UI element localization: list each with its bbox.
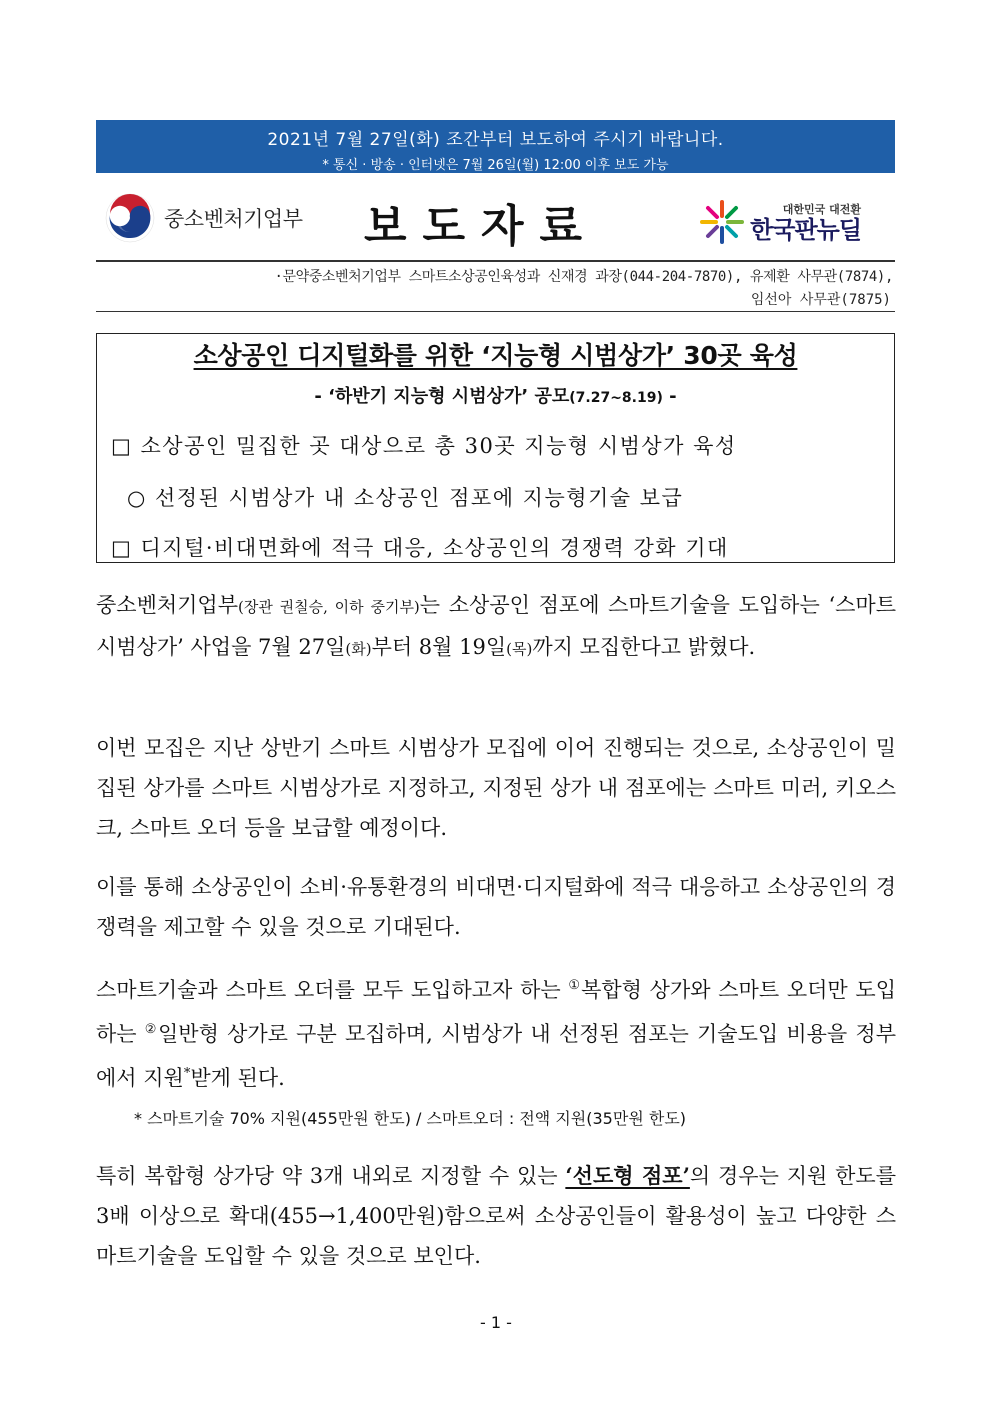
subheadline-end: - — [662, 386, 677, 407]
new-deal-star-icon — [698, 198, 746, 246]
paragraph-1 — [96, 585, 896, 669]
ministry-name: 중소벤처기업부 — [164, 207, 303, 231]
p1-text-a: 중소벤처기업부 — [96, 593, 239, 617]
contact-line-2: 임선아 사무관(7875) — [750, 292, 891, 308]
summary-box — [96, 333, 895, 563]
embargo-line-2: * 통신 · 방송 · 인터넷은 7월 26일(월) 12:00 이후 보도 가능 — [322, 158, 669, 173]
subheadline — [97, 382, 894, 408]
contact-line-1: ·문약중소벤처기업부 스마트소상공인육성과 신재경 과장(044-204-7870), 유제환 사무관(7874), — [274, 269, 893, 285]
p6-text-a: 특히 복합형 상가당 약 3개 내외로 지정할 수 있는 — [96, 1164, 566, 1188]
p4-text-a: 스마트기술과 스마트 오더를 모두 도입하고자 하는 — [96, 978, 569, 1002]
paragraph-2: 이번 모집은 지난 상반기 스마트 시범상가 모집에 이어 진행되는 것으로, 소상공인이 밀집된 상가를 스마트 시범상가로 지정하고, 지정된 상가 내 점포에는 스마트 미러, 키오스크, 스마트 오더 등을 보급할 예정이다. — [96, 736, 896, 840]
p1-parenthetical: (장관 권칠승, 이하 중기부) — [238, 598, 420, 616]
summary-bullet-3: □ 디지털·비대면화에 적극 대응, 소상공인의 경쟁력 강화 기대 — [111, 536, 729, 560]
summary-bullet-2: ○ 선정된 시범상가 내 소상공인 점포에 지능형기술 보급 — [127, 486, 684, 510]
p1-day-2: (목) — [506, 640, 533, 658]
subheadline-main: - ‘하반기 지능형 시범상가’ 공모 — [314, 386, 570, 407]
ministry-logo — [104, 192, 303, 244]
p4-text-b: 복합형 상가와 스마트 오더만 도입하는 — [96, 978, 897, 1046]
paragraph-3: 이를 통해 소상공인이 소비·유통환경의 비대면·디지털화에 적극 대응하고 소상공인의 경쟁력을 제고할 수 있을 것으로 기대된다. — [96, 875, 896, 939]
p6-highlight: ‘선도형 점포’ — [565, 1163, 690, 1188]
headline — [97, 336, 894, 372]
subheadline-period: (7.27~8.19) — [569, 390, 663, 406]
summary-bullet-1: □ 소상공인 밀집한 곳 대상으로 총 30곳 지능형 시범상가 육성 — [111, 434, 737, 458]
headline-text: 소상공인 디지털화를 위한 ‘지능형 시범상가’ 30곳 육성 — [193, 341, 798, 370]
p4-text-d: 받게 된다. — [190, 1066, 285, 1090]
taegeuk-emblem-icon — [104, 192, 156, 244]
p1-text-e: 부터 8월 19일 — [371, 635, 507, 659]
p4-marker-1: ① — [568, 978, 582, 993]
contact-info — [96, 260, 895, 312]
p1-day-1: (화) — [345, 640, 372, 658]
p1-text-c: 는 소상공인 점포에 스마트기술을 도입하는 ‘스마트 시범상가’ 사업을 7월 27일 — [96, 593, 896, 659]
new-deal-tagline: 대한민국 대전환 — [782, 203, 861, 216]
page-number: - 1 - — [480, 1313, 512, 1332]
p4-text-c: 일반형 상가로 구분 모집하며, 시범상가 내 선정된 점포는 기술도입 비용을 정부에서 지원 — [96, 1022, 897, 1090]
korean-new-deal-logo — [698, 198, 861, 246]
embargo-banner — [96, 120, 895, 173]
p6-text-b: 의 경우는 지원 한도를 3배 이상으로 확대(455→1,400만원)함으로써 소상공인들이 활용성이 높고 다양한 스마트기술을 도입할 수 있을 것으로 보인다. — [96, 1164, 896, 1268]
press-header — [96, 176, 895, 258]
p4-marker-2: ② — [144, 1022, 158, 1037]
paragraph-4 — [96, 966, 896, 1098]
press-release-title: 보도자료 — [364, 201, 599, 252]
p4-footnote-marker: * — [183, 1066, 191, 1081]
new-deal-name: 한국판뉴딜 — [750, 216, 861, 244]
footnote: * 스마트기술 70% 지원(455만원 한도) / 스마트오더 : 전액 지원(35만원 한도) — [134, 1109, 687, 1128]
embargo-line-1: 2021년 7월 27일(화) 조간부터 보도하여 주시기 바랍니다. — [267, 130, 724, 150]
p1-text-g: 까지 모집한다고 밝혔다. — [532, 635, 756, 659]
paragraph-5 — [96, 1156, 896, 1276]
